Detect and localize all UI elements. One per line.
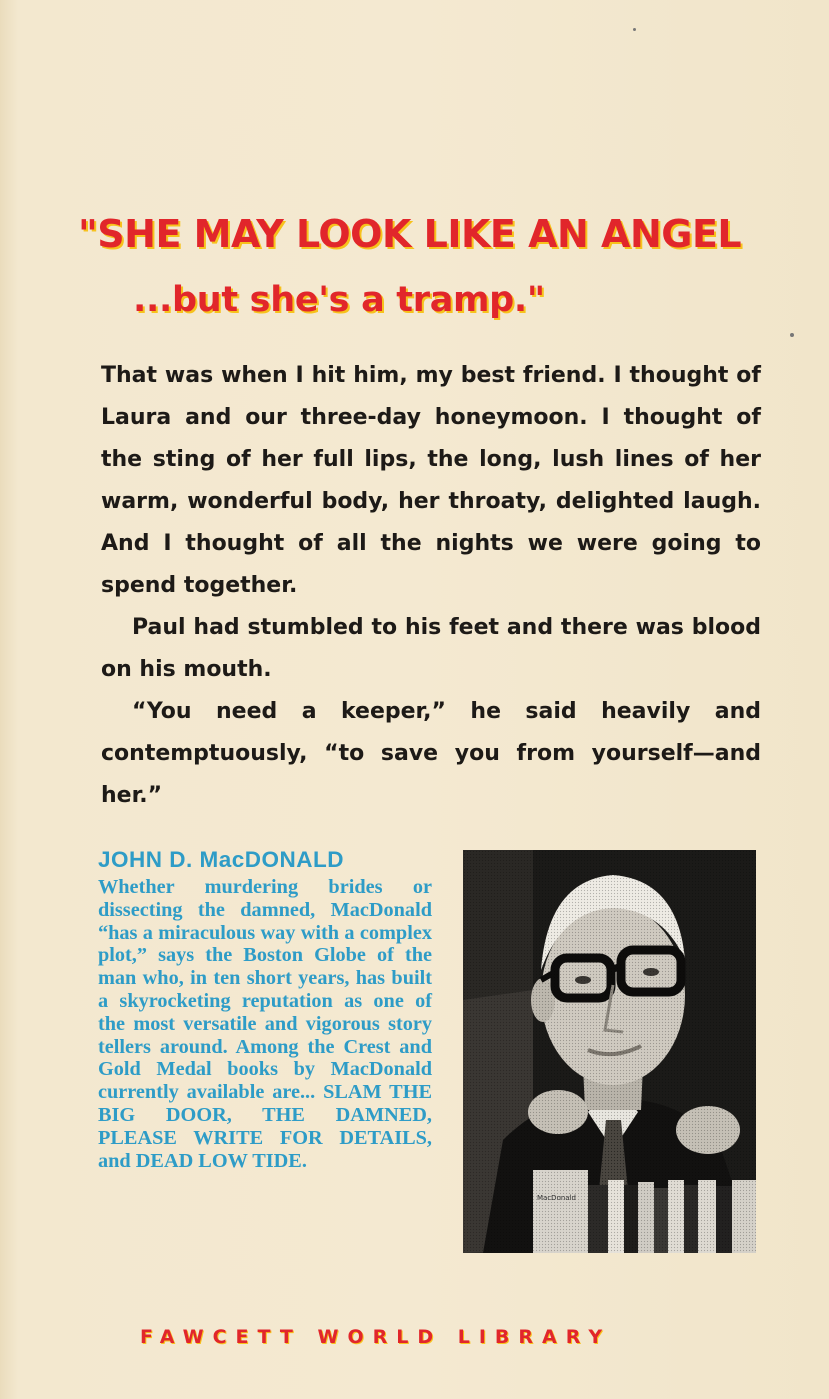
excerpt-paragraph-2: Paul had stumbled to his feet and there was blood on his mouth.	[101, 615, 761, 682]
paper-speck	[790, 333, 794, 337]
headline-line-1: "SHE MAY LOOK LIKE AN ANGEL	[78, 212, 742, 256]
publisher-imprint: FAWCETT WORLD LIBRARY	[140, 1326, 612, 1348]
headline-line-2: ...but she's a tramp."	[133, 280, 545, 320]
author-bio: Whether murdering brides or dissecting the damned, MacDonald “has a miraculous way with a complex plot,” says the Boston Globe of the man who, in ten short years, has built a skyrocketing reputation as one of the most versatile and vigorous story tellers around. Among the Crest and Gold Medal books by MacDonald currently available are... SLAM THE BIG DOOR, THE DAMNED, PLEASE WRITE FOR DETAILS, and DEAD LOW TIDE.	[98, 876, 432, 1172]
excerpt-paragraph-1: That was when I hit him, my best friend. I thought of Laura and our three-day honeymoon. I thought of the sting of her full lips, the long, lush lines of her warm, wonderful body, her throaty, delighted laugh. And I thought of all the nights we were going to spend together.	[101, 363, 761, 598]
excerpt	[101, 355, 761, 817]
paper-speck	[633, 28, 636, 31]
author-photo	[463, 850, 756, 1253]
author-name: JOHN D. MacDONALD	[98, 847, 345, 872]
excerpt-paragraph-3: “You need a keeper,” he said heavily and contemptuously, “to save you from yourself—and her.”	[101, 699, 761, 808]
author-photo-illustration	[463, 850, 756, 1253]
